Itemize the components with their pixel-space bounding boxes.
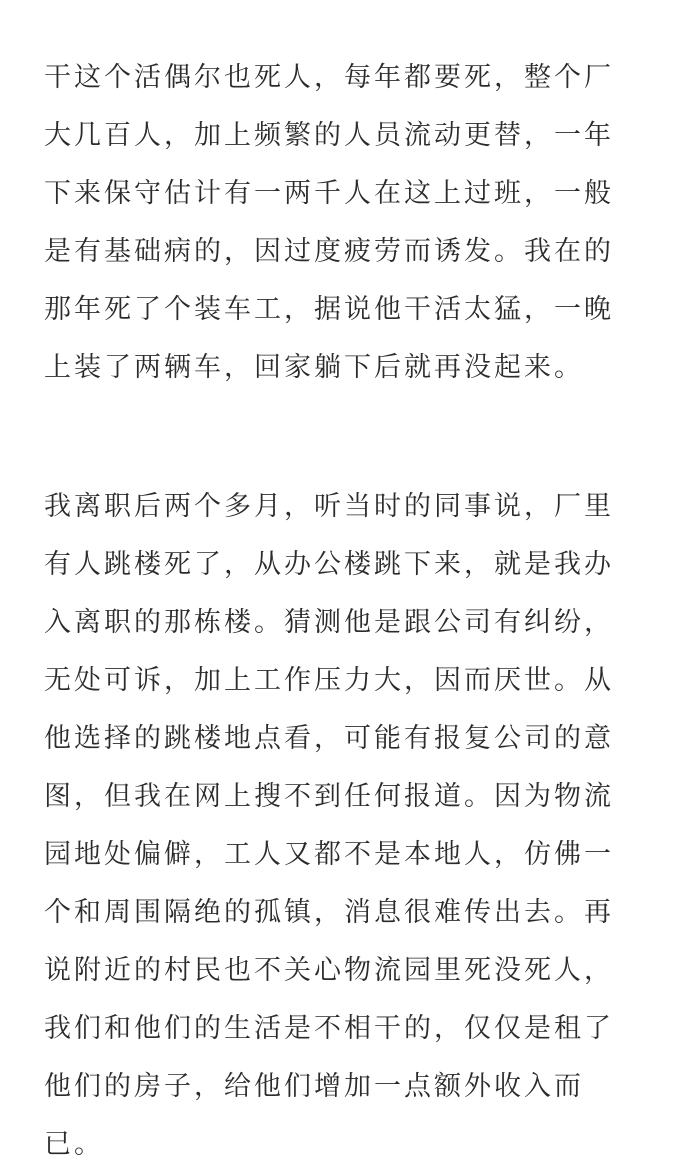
text-line: 下来保守估计有一两千人在这上过班，一般 bbox=[44, 178, 614, 209]
text-line: 上装了两辆车，回家躺下后就再没起来。 bbox=[44, 352, 584, 383]
text-line: 入离职的那栋楼。猜测他是跟公司有纠纷， bbox=[44, 607, 614, 638]
text-line: 图，但我在网上搜不到任何报道。因为物流 bbox=[44, 781, 614, 812]
text-line: 无处可诉，加上工作压力大，因而厌世。从 bbox=[44, 665, 614, 696]
text-line: 大几百人，加上频繁的人员流动更替，一年 bbox=[44, 120, 614, 151]
paragraph-2 bbox=[44, 478, 644, 1174]
text-line: 是有基础病的，因过度疲劳而诱发。我在的 bbox=[44, 236, 614, 267]
text-line: 有人跳楼死了，从办公楼跳下来，就是我办 bbox=[44, 549, 614, 580]
paragraph-1 bbox=[44, 49, 644, 397]
text-line: 那年死了个装车工，据说他干活太猛，一晚 bbox=[44, 294, 614, 325]
text-line: 我们和他们的生活是不相干的，仅仅是租了 bbox=[44, 1013, 614, 1044]
text-line: 我离职后两个多月，听当时的同事说，厂里 bbox=[44, 491, 614, 522]
text-line: 说附近的村民也不关心物流园里死没死人， bbox=[44, 955, 614, 986]
text-line: 个和周围隔绝的孤镇，消息很难传出去。再 bbox=[44, 897, 614, 928]
text-line: 他们的房子，给他们增加一点额外收入而 bbox=[44, 1071, 584, 1102]
text-line: 已。 bbox=[44, 1129, 104, 1160]
paragraph-spacer bbox=[44, 397, 644, 478]
text-line: 园地处偏僻，工人又都不是本地人，仿佛一 bbox=[44, 839, 614, 870]
text-line: 干这个活偶尔也死人，每年都要死，整个厂 bbox=[44, 62, 614, 93]
text-line: 他选择的跳楼地点看，可能有报复公司的意 bbox=[44, 723, 614, 754]
article-body bbox=[44, 49, 644, 1174]
